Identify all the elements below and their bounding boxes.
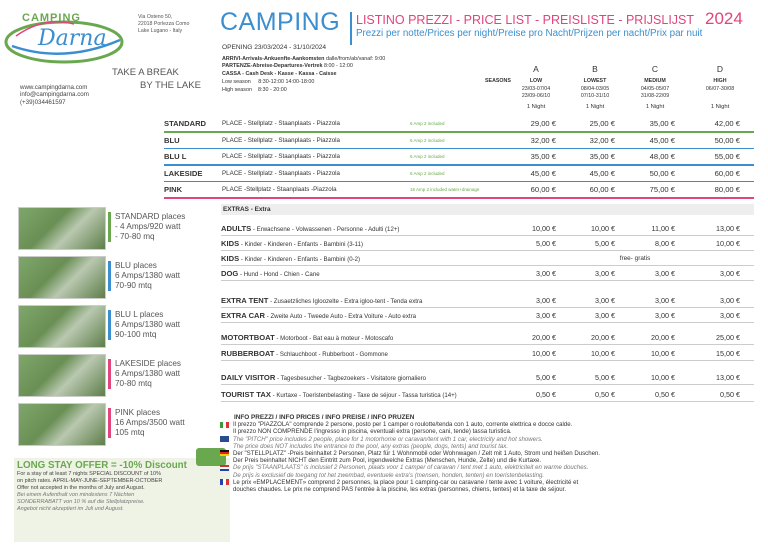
place-photo bbox=[18, 305, 106, 348]
contact-block bbox=[20, 84, 89, 106]
departures-info bbox=[222, 63, 353, 70]
place-size: - 70-80 mq bbox=[115, 232, 155, 241]
extra-price: 0,50 € bbox=[595, 390, 615, 399]
extra-price: 3,00 € bbox=[536, 296, 556, 305]
place-power: 6 Amps/1380 watt bbox=[115, 320, 181, 329]
long-stay-line: Angebot nicht akzeptiert im Juli und August. bbox=[17, 506, 124, 512]
low-season-hours bbox=[222, 79, 314, 86]
long-stay-title: LONG STAY OFFER = -10% Discount bbox=[17, 460, 187, 471]
place-title: LAKESIDE places bbox=[115, 359, 181, 368]
pitch-price: 32,00 € bbox=[589, 135, 615, 145]
low-season-time: 8:30-12:00 14:00-18:00 bbox=[258, 79, 315, 85]
place-size: 70-90 mtq bbox=[115, 281, 152, 290]
pitch-price: 32,00 € bbox=[530, 135, 556, 145]
extra-price: 0,50 € bbox=[536, 390, 556, 399]
extra-price: 3,00 € bbox=[595, 296, 615, 305]
season-dates: 23/09-06/10 bbox=[521, 93, 551, 99]
place-power: - 4 Amps/920 watt bbox=[115, 222, 181, 231]
season-name: LOWEST bbox=[583, 78, 607, 84]
pitch-price: 29,00 € bbox=[530, 119, 556, 128]
address-line: Lake Lugano - Italy bbox=[138, 28, 183, 34]
extra-row bbox=[221, 294, 754, 307]
info-text: De prijs "STAANPLAATS" is inclusief 2 Personen, plaats voor 1 camper of caravan / tent met 1 auto, elektriciteit en warme douches. bbox=[233, 464, 589, 472]
extra-divider bbox=[221, 280, 754, 281]
pitch-name: STANDARD bbox=[164, 119, 207, 128]
extra-name: EXTRA CAR bbox=[221, 311, 266, 320]
extra-description bbox=[221, 371, 426, 385]
info-nl-line: De prijs is exclusief de toegang tot het zwembad, eventuele extra's (mensen, honden, tenten) en toeristenbelasting. bbox=[233, 471, 545, 479]
extra-description bbox=[221, 294, 422, 308]
pitch-price: 42,00 € bbox=[714, 119, 740, 128]
price-list-title: LISTINO PREZZI - PRICE LIST - PREISLISTE - PRIJSLIJST bbox=[356, 13, 695, 27]
extra-divider bbox=[221, 250, 754, 251]
info-nl-line bbox=[220, 464, 760, 471]
extra-name: KIDS bbox=[221, 239, 240, 248]
extra-row bbox=[221, 237, 754, 250]
season-letter: A bbox=[533, 64, 539, 74]
info-en-line bbox=[220, 436, 760, 443]
extra-price: 10,00 € bbox=[532, 349, 556, 358]
place-photo bbox=[18, 403, 106, 446]
place-power: 6 Amps/1380 watt bbox=[115, 369, 181, 378]
place-size: 90-100 mtq bbox=[115, 330, 157, 339]
tagline-left: TAKE A BREAK bbox=[112, 67, 179, 78]
info-text: Il prezzo "PIAZZOLA" comprende 2 persone, posto per 1 camper o roulotte/tenda con 1 auto, corrente elettrica e docce calde. bbox=[233, 421, 573, 429]
extra-translations: - Schlauchboot - Rubberboot - Gommone bbox=[274, 351, 388, 358]
long-stay-line: on pitch rates. APRIL-MAY-JUNE-SEPTEMBER-OCTOBER bbox=[17, 478, 163, 484]
extra-price: 3,00 € bbox=[595, 311, 615, 320]
pitch-divider bbox=[164, 131, 754, 133]
tagline-right: BY THE LAKE bbox=[140, 80, 201, 91]
place-info bbox=[108, 212, 185, 242]
price-subtitle: Prezzi per notte/Prices per night/Preise pro Nacht/Prijzen per nacht/Prix par nuit bbox=[356, 28, 703, 39]
extra-description bbox=[221, 331, 393, 345]
extra-price: 5,00 € bbox=[536, 239, 556, 248]
pitch-price: 25,00 € bbox=[589, 119, 615, 128]
extra-price: 20,00 € bbox=[591, 333, 615, 342]
pitch-name: BLU L bbox=[164, 152, 187, 161]
extra-translations: - Erwachsene - Volwassenen - Personne - Adulti (12+) bbox=[251, 226, 400, 233]
high-season-time: 8:30 - 20:00 bbox=[257, 87, 287, 93]
season-dates: 04/05-05/07 bbox=[640, 86, 670, 92]
pitch-divider bbox=[164, 164, 754, 166]
long-stay-offer bbox=[14, 458, 230, 542]
extra-description bbox=[221, 309, 416, 323]
pitch-divider bbox=[164, 197, 754, 199]
place-title: STANDARD places bbox=[115, 212, 186, 221]
extra-name: DOG bbox=[221, 269, 239, 278]
season-dates: 06/07-30/08 bbox=[705, 86, 735, 92]
extra-row bbox=[221, 388, 754, 401]
arrivals-time: dalle/from/ab/vanaf: 9:00 bbox=[324, 56, 386, 62]
extra-divider bbox=[221, 384, 754, 385]
extra-translations: - Hund - Hond - Chien - Cane bbox=[238, 271, 320, 278]
info-de-line bbox=[220, 450, 760, 457]
pitch-row bbox=[164, 117, 754, 131]
extra-description bbox=[221, 237, 363, 251]
place-title: BLU L places bbox=[115, 310, 164, 319]
pitch-price: 35,00 € bbox=[589, 152, 615, 161]
info-heading: INFO PREZZI / INFO PRICES / INFO PREISE / INFO PRUZEN bbox=[234, 414, 415, 421]
extra-divider bbox=[221, 235, 754, 236]
pitch-name: BLU bbox=[164, 135, 180, 145]
address-line: Via Osteno 50, bbox=[138, 14, 173, 20]
season-letter: D bbox=[716, 64, 724, 74]
extra-divider bbox=[221, 307, 754, 308]
title-divider bbox=[350, 12, 352, 45]
extra-description bbox=[221, 347, 388, 361]
place-info bbox=[108, 261, 180, 291]
extra-row bbox=[221, 252, 754, 265]
season-letter: C bbox=[651, 64, 659, 74]
arrivals-label: ARRIVI-Arrivals-Ankuenfte-Aankomsten bbox=[222, 56, 325, 62]
extra-price: 5,00 € bbox=[536, 373, 556, 382]
extra-name: MOTORTBOAT bbox=[221, 333, 275, 342]
extra-name: KIDS bbox=[221, 254, 240, 263]
info-text: The "PITCH" price includes 2 people, place for 1 motorhome or caravan/tent with 1 car, electricity and hot showers. bbox=[233, 435, 543, 443]
extra-price: 10,00 € bbox=[651, 373, 675, 382]
place-power: 16 Amps/3500 watt bbox=[115, 418, 185, 427]
pitch-price: 55,00 € bbox=[714, 152, 740, 161]
phone-number: (+39)034461597 bbox=[20, 98, 66, 106]
high-season-label: High season bbox=[222, 87, 252, 93]
extra-price: 0,50 € bbox=[720, 390, 740, 399]
departures-label: PARTENZE-Abreise-Departures-Vertrek bbox=[222, 63, 323, 69]
pitch-divider bbox=[164, 181, 754, 183]
extra-row bbox=[221, 309, 754, 322]
night-label: 1 Night bbox=[526, 104, 546, 110]
long-stay-line: Offer not accepted in the months of July and August. bbox=[17, 485, 145, 491]
extra-price: 5,00 € bbox=[595, 373, 615, 382]
place-size: 70-80 mtq bbox=[115, 379, 152, 388]
extra-price: 10,00 € bbox=[532, 224, 556, 233]
extra-price: 0,50 € bbox=[655, 390, 675, 399]
pitch-price: 48,00 € bbox=[649, 152, 675, 161]
pitch-price: 50,00 € bbox=[649, 168, 675, 178]
extra-price: 3,00 € bbox=[655, 296, 675, 305]
info-it-line bbox=[220, 421, 760, 428]
place-info bbox=[108, 408, 185, 438]
extra-translations: - Zweite Auto - Tweede Auto - Extra Voiture - Auto extra bbox=[265, 313, 416, 320]
logo-camping-text: CAMPING bbox=[22, 12, 81, 24]
page-title: CAMPING bbox=[220, 8, 341, 36]
arrivals-info bbox=[222, 56, 385, 63]
pitch-description: PLACE -Stellplatz - Staanplaats -Piazzola bbox=[222, 186, 337, 193]
info-text: Le prix «EMPLACEMENT» comprend 2 personnes, la place pour 1 camping-car ou caravane / tente avec 1 voiture, électricité et bbox=[233, 478, 579, 486]
extra-price: 3,00 € bbox=[655, 269, 675, 278]
extra-price: 25,00 € bbox=[716, 333, 740, 342]
place-info bbox=[108, 310, 180, 340]
extra-name: TOURIST TAX bbox=[221, 390, 271, 399]
extra-description bbox=[221, 267, 320, 281]
extra-price: 3,00 € bbox=[536, 269, 556, 278]
place-photo bbox=[18, 256, 106, 299]
germany-flag-icon bbox=[220, 450, 229, 456]
pitch-price: 60,00 € bbox=[589, 185, 615, 194]
netherlands-flag-icon bbox=[220, 465, 229, 471]
extra-row bbox=[221, 371, 754, 384]
france-flag-icon bbox=[220, 479, 229, 485]
departures-time: 8:00 - 12:00 bbox=[322, 63, 353, 69]
season-dates: 31/08-22/09 bbox=[640, 93, 670, 99]
extra-divider bbox=[221, 360, 754, 361]
extra-price: 13,00 € bbox=[716, 224, 740, 233]
pitch-row bbox=[164, 150, 754, 164]
night-label: 1 Night bbox=[710, 104, 730, 110]
extra-price: 3,00 € bbox=[720, 311, 740, 320]
place-size: 105 mtq bbox=[115, 428, 145, 437]
place-info bbox=[108, 359, 181, 389]
extra-translations: - Tagesbesucher - Tagbezoekers - Visitatore giornaliero bbox=[275, 375, 427, 382]
pitch-price: 80,00 € bbox=[714, 185, 740, 194]
extra-description bbox=[221, 222, 399, 236]
long-stay-line: SONDERRABATT von 10 % auf die Stellplatzpreise. bbox=[17, 499, 145, 505]
extra-translations: - Kurtaxe - Toeristenbelasting - Taxe de séjour - Tassa turistica (14+) bbox=[270, 392, 457, 399]
extra-price: 10,00 € bbox=[591, 349, 615, 358]
website-link[interactable]: www.campingdarna.com bbox=[20, 84, 88, 91]
season-dates: 07/10-31/10 bbox=[580, 93, 610, 99]
extra-price: 3,00 € bbox=[720, 269, 740, 278]
extra-price: 3,00 € bbox=[536, 311, 556, 320]
extra-name: DAILY VISITOR bbox=[221, 373, 276, 382]
place-power: 6 Amps/1380 watt bbox=[115, 271, 181, 280]
info-fr-line bbox=[220, 479, 760, 486]
extra-divider bbox=[221, 344, 754, 345]
extra-translations: - Motorboot - Bat eau à moteur - Motoscafo bbox=[274, 335, 394, 342]
extra-row bbox=[221, 267, 754, 280]
amp-icon: 6 Amp 2 included bbox=[410, 170, 445, 176]
amp-icon: 6 Amp 2 included bbox=[410, 154, 445, 159]
season-dates: 23/03-07/04 bbox=[521, 86, 551, 92]
extra-price: 11,00 € bbox=[651, 224, 675, 233]
extra-price: 20,00 € bbox=[532, 333, 556, 342]
pitch-name: LAKESIDE bbox=[164, 168, 203, 178]
place-photo bbox=[18, 354, 106, 397]
extra-divider bbox=[221, 401, 754, 402]
pitch-row bbox=[164, 134, 754, 148]
pitch-price: 60,00 € bbox=[714, 168, 740, 178]
extra-price: 15,00 € bbox=[716, 349, 740, 358]
pitch-price: 35,00 € bbox=[530, 152, 556, 161]
opening-dates: OPENING 23/03/2024 - 31/10/2024 bbox=[222, 44, 327, 51]
extra-row bbox=[221, 331, 754, 344]
extra-name: ADULTS bbox=[221, 224, 252, 233]
year: 2024 bbox=[705, 9, 743, 28]
info-fr-line: douches chaudes. Le prix ne comprend PAS l'entrée à la piscine, les extras (personnes, chiens, tentes) et la taxe de séjour. bbox=[233, 486, 567, 494]
extra-price: 5,00 € bbox=[595, 239, 615, 248]
long-stay-line: Bei einem Aufenthalt von mindestens 7 Nächten bbox=[17, 492, 135, 498]
extra-description bbox=[221, 252, 360, 266]
pitch-price: 60,00 € bbox=[530, 185, 556, 194]
pitch-row bbox=[164, 167, 754, 181]
logo-darna-text: Darna bbox=[38, 26, 107, 51]
amp-icon: 16 Amp 2 included water+drainage bbox=[410, 187, 480, 192]
pitch-price: 45,00 € bbox=[530, 168, 556, 178]
extra-price: 3,00 € bbox=[720, 296, 740, 305]
pitch-description: PLACE - Stellplatz - Staanplaats - Piazzola bbox=[222, 153, 340, 160]
extra-price: 20,00 € bbox=[651, 333, 675, 342]
address-line: 22018 Porlezza Como bbox=[138, 21, 190, 27]
extra-divider bbox=[221, 322, 754, 323]
season-name: MEDIUM bbox=[644, 78, 666, 84]
night-label: 1 Night bbox=[585, 104, 605, 110]
extras-header: EXTRAS - Extra bbox=[221, 204, 754, 215]
extra-price: 10,00 € bbox=[651, 349, 675, 358]
extra-price: 10,00 € bbox=[591, 224, 615, 233]
extra-price: 3,00 € bbox=[655, 311, 675, 320]
pitch-description: PLACE - Stellplatz - Staanplaats - Piazzola bbox=[222, 136, 340, 144]
season-letter: B bbox=[592, 64, 598, 74]
place-title: PINK places bbox=[115, 408, 161, 417]
extra-translations: - Kinder - Kinderen - Enfants - Bambini (3-11) bbox=[239, 241, 364, 248]
season-name: HIGH bbox=[713, 78, 727, 84]
extra-name: EXTRA TENT bbox=[221, 296, 269, 305]
extra-row bbox=[221, 222, 754, 235]
seasons-label: SEASONS bbox=[485, 78, 511, 84]
info-en-line: The price does NOT includes the entrance to the pool, any extras (people, dogs, tents) and tourist tax. bbox=[233, 442, 509, 450]
long-stay-line: For a stay of at least 7 nights SPECIAL DISCOUNT of 10% bbox=[17, 471, 161, 477]
extra-name: RUBBERBOAT bbox=[221, 349, 275, 358]
amp-icon: 6 Amp 2 included bbox=[410, 121, 445, 126]
pitch-description: PLACE - Stellplatz - Staanplaats - Piazzola bbox=[222, 169, 340, 177]
extra-translations: - Kinder - Kinderen - Enfants - Bambini (0-2) bbox=[239, 256, 361, 263]
pitch-price: 45,00 € bbox=[649, 135, 675, 145]
extra-price: 10,00 € bbox=[716, 239, 740, 248]
extra-price: 8,00 € bbox=[655, 239, 675, 248]
extra-free: free- gratis bbox=[619, 255, 651, 262]
place-title: BLU places bbox=[115, 261, 157, 270]
info-de-line: Der Preis beinhaltet NICHT den Eintritt zum Pool, irgendwelche Extras (Menschen, Hunde, Zelte) und die Kurtaxe. bbox=[233, 457, 542, 465]
info-text: Der "STELLPLATZ" -Preis beinhaltet 2 Personen, Platz für 1 Wohnmobil oder Wohnwagen / Zelt mit 1 Auto, Strom und heißen Duschen. bbox=[233, 450, 601, 458]
season-dates: 08/04-03/05 bbox=[580, 86, 610, 92]
night-label: 1 Night bbox=[645, 104, 665, 110]
extra-price: 3,00 € bbox=[595, 269, 615, 278]
pitch-price: 45,00 € bbox=[589, 168, 615, 178]
high-season-hours bbox=[222, 87, 287, 94]
low-season-label: Low season bbox=[222, 79, 251, 85]
email-link[interactable]: info@campingdarna.com bbox=[20, 91, 89, 99]
pitch-row bbox=[164, 183, 754, 197]
extra-description bbox=[221, 388, 457, 402]
uk-flag-icon bbox=[220, 436, 229, 442]
pitch-price: 75,00 € bbox=[649, 185, 675, 194]
pitch-price: 50,00 € bbox=[714, 135, 740, 145]
pitch-description: PLACE - Stellplatz - Staanplaats - Piazzola bbox=[222, 120, 340, 127]
extra-price: 13,00 € bbox=[716, 373, 740, 382]
price-info bbox=[220, 414, 760, 493]
address bbox=[138, 14, 189, 35]
place-photo bbox=[18, 207, 106, 250]
amp-icon: 6 Amp 2 included bbox=[410, 137, 445, 143]
pitch-price: 35,00 € bbox=[649, 119, 675, 128]
pitch-divider bbox=[164, 148, 754, 150]
extra-row bbox=[221, 347, 754, 360]
season-name: LOW bbox=[529, 78, 543, 84]
cash-desk-label: CASSA - Cash Desk - Kasse - Kassa - Caisse bbox=[222, 71, 337, 77]
pitch-name: PINK bbox=[164, 185, 183, 194]
info-it-line: Il prezzo NON COMPRENDE l'ingresso in piscina, eventuali extra (persone, cani, tende) tassa turistica. bbox=[233, 428, 512, 436]
extra-divider bbox=[221, 265, 754, 266]
italy-flag-icon bbox=[220, 422, 229, 428]
extra-translations: - Zusaetzliches Igloozelte - Extra igloo-tent - Tenda extra bbox=[268, 298, 423, 305]
